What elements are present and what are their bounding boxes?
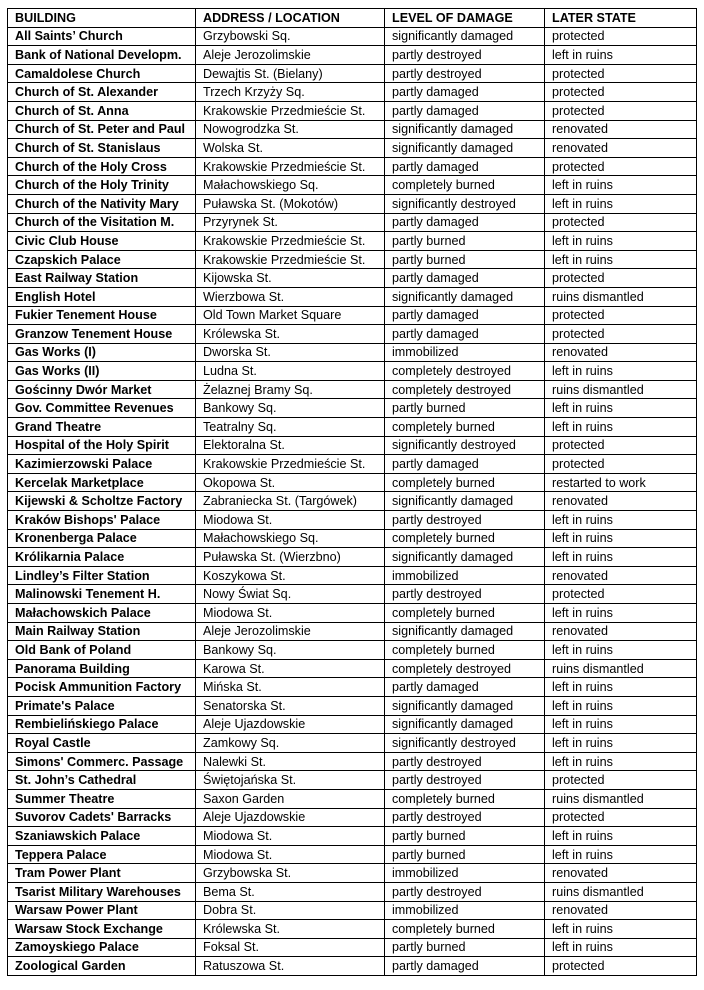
table-row bbox=[8, 752, 697, 771]
cell-later-state: protected bbox=[545, 27, 697, 46]
cell-address: Zabraniecka St. (Targówek) bbox=[196, 492, 385, 511]
header-building: BUILDING bbox=[8, 9, 196, 28]
table-row bbox=[8, 696, 697, 715]
header-address: ADDRESS / LOCATION bbox=[196, 9, 385, 28]
table-row bbox=[8, 455, 697, 474]
cell-later-state: protected bbox=[545, 957, 697, 976]
cell-building: Church of St. Stanislaus bbox=[8, 139, 196, 158]
cell-later-state: protected bbox=[545, 585, 697, 604]
cell-building: Pocisk Ammunition Factory bbox=[8, 678, 196, 697]
cell-damage: completely destroyed bbox=[385, 362, 545, 381]
cell-building: Panorama Building bbox=[8, 659, 196, 678]
cell-damage: partly destroyed bbox=[385, 771, 545, 790]
cell-building: Tsarist Military Warehouses bbox=[8, 882, 196, 901]
cell-later-state: left in ruins bbox=[545, 46, 697, 65]
cell-building: Zamoyskiego Palace bbox=[8, 938, 196, 957]
cell-damage: completely burned bbox=[385, 920, 545, 939]
cell-address: Krakowskie Przedmieście St. bbox=[196, 250, 385, 269]
cell-damage: completely burned bbox=[385, 176, 545, 195]
cell-address: Trzech Krzyży Sq. bbox=[196, 83, 385, 102]
table-row bbox=[8, 845, 697, 864]
cell-address: Świętojańska St. bbox=[196, 771, 385, 790]
cell-building: Warsaw Power Plant bbox=[8, 901, 196, 920]
cell-later-state: protected bbox=[545, 808, 697, 827]
cell-damage: partly burned bbox=[385, 232, 545, 251]
cell-later-state: protected bbox=[545, 455, 697, 474]
table-row bbox=[8, 232, 697, 251]
cell-later-state: left in ruins bbox=[545, 176, 697, 195]
cell-damage: partly damaged bbox=[385, 269, 545, 288]
table-row bbox=[8, 157, 697, 176]
table-row bbox=[8, 678, 697, 697]
cell-later-state: protected bbox=[545, 101, 697, 120]
table-row bbox=[8, 938, 697, 957]
cell-damage: significantly damaged bbox=[385, 492, 545, 511]
cell-later-state: renovated bbox=[545, 901, 697, 920]
cell-building: Church of the Holy Trinity bbox=[8, 176, 196, 195]
cell-later-state: left in ruins bbox=[545, 920, 697, 939]
table-row bbox=[8, 641, 697, 660]
cell-address: Bankowy Sq. bbox=[196, 641, 385, 660]
table-row bbox=[8, 715, 697, 734]
table-row bbox=[8, 325, 697, 344]
cell-building: Main Railway Station bbox=[8, 622, 196, 641]
cell-building: Church of St. Anna bbox=[8, 101, 196, 120]
cell-building: Gas Works (II) bbox=[8, 362, 196, 381]
table-row bbox=[8, 566, 697, 585]
table-row bbox=[8, 659, 697, 678]
cell-address: Zamkowy Sq. bbox=[196, 734, 385, 753]
cell-damage: immobilized bbox=[385, 343, 545, 362]
table-row bbox=[8, 882, 697, 901]
cell-damage: significantly destroyed bbox=[385, 734, 545, 753]
cell-building: Fukier Tenement House bbox=[8, 306, 196, 325]
table-row bbox=[8, 269, 697, 288]
cell-address: Krakowskie Przedmieście St. bbox=[196, 455, 385, 474]
cell-address: Elektoralna St. bbox=[196, 436, 385, 455]
cell-later-state: left in ruins bbox=[545, 232, 697, 251]
cell-later-state: renovated bbox=[545, 622, 697, 641]
cell-address: Karowa St. bbox=[196, 659, 385, 678]
cell-later-state: protected bbox=[545, 157, 697, 176]
cell-address: Miodowa St. bbox=[196, 827, 385, 846]
cell-building: Czapskich Palace bbox=[8, 250, 196, 269]
cell-damage: significantly damaged bbox=[385, 287, 545, 306]
cell-later-state: protected bbox=[545, 771, 697, 790]
cell-address: Mińska St. bbox=[196, 678, 385, 697]
cell-address: Bankowy Sq. bbox=[196, 399, 385, 418]
cell-damage: completely burned bbox=[385, 604, 545, 623]
cell-later-state: left in ruins bbox=[545, 845, 697, 864]
cell-address: Miodowa St. bbox=[196, 511, 385, 530]
table-row bbox=[8, 120, 697, 139]
cell-damage: partly destroyed bbox=[385, 64, 545, 83]
table-row bbox=[8, 734, 697, 753]
cell-damage: completely burned bbox=[385, 789, 545, 808]
cell-later-state: renovated bbox=[545, 139, 697, 158]
cell-later-state: left in ruins bbox=[545, 194, 697, 213]
table-row bbox=[8, 604, 697, 623]
table-row bbox=[8, 83, 697, 102]
cell-building: Granzow Tenement House bbox=[8, 325, 196, 344]
cell-damage: completely destroyed bbox=[385, 380, 545, 399]
table-row bbox=[8, 473, 697, 492]
cell-address: Nalewki St. bbox=[196, 752, 385, 771]
cell-damage: partly destroyed bbox=[385, 511, 545, 530]
cell-building: Suvorov Cadets' Barracks bbox=[8, 808, 196, 827]
table-row bbox=[8, 901, 697, 920]
cell-damage: completely destroyed bbox=[385, 659, 545, 678]
cell-address: Bema St. bbox=[196, 882, 385, 901]
cell-damage: partly damaged bbox=[385, 957, 545, 976]
table-row bbox=[8, 622, 697, 641]
cell-building: Kazimierzowski Palace bbox=[8, 455, 196, 474]
cell-later-state: left in ruins bbox=[545, 548, 697, 567]
cell-building: Teppera Palace bbox=[8, 845, 196, 864]
cell-damage: significantly damaged bbox=[385, 696, 545, 715]
cell-building: Church of the Holy Cross bbox=[8, 157, 196, 176]
cell-damage: significantly damaged bbox=[385, 27, 545, 46]
cell-damage: immobilized bbox=[385, 864, 545, 883]
cell-damage: partly damaged bbox=[385, 213, 545, 232]
table-row bbox=[8, 176, 697, 195]
header-damage: LEVEL OF DAMAGE bbox=[385, 9, 545, 28]
cell-later-state: protected bbox=[545, 269, 697, 288]
cell-later-state: left in ruins bbox=[545, 511, 697, 530]
cell-later-state: ruins dismantled bbox=[545, 659, 697, 678]
cell-address: Małachowskiego Sq. bbox=[196, 176, 385, 195]
table-row bbox=[8, 585, 697, 604]
cell-address: Old Town Market Square bbox=[196, 306, 385, 325]
cell-building: Church of the Nativity Mary bbox=[8, 194, 196, 213]
cell-damage: partly damaged bbox=[385, 325, 545, 344]
cell-later-state: renovated bbox=[545, 120, 697, 139]
cell-later-state: left in ruins bbox=[545, 715, 697, 734]
table-row bbox=[8, 362, 697, 381]
cell-damage: completely burned bbox=[385, 473, 545, 492]
cell-building: Królikarnia Palace bbox=[8, 548, 196, 567]
cell-later-state: left in ruins bbox=[545, 362, 697, 381]
cell-damage: significantly damaged bbox=[385, 548, 545, 567]
cell-damage: completely burned bbox=[385, 641, 545, 660]
cell-later-state: renovated bbox=[545, 343, 697, 362]
cell-address: Grzybowska St. bbox=[196, 864, 385, 883]
cell-building: St. John’s Cathedral bbox=[8, 771, 196, 790]
cell-building: Primate's Palace bbox=[8, 696, 196, 715]
cell-address: Dobra St. bbox=[196, 901, 385, 920]
cell-damage: significantly damaged bbox=[385, 622, 545, 641]
cell-later-state: left in ruins bbox=[545, 641, 697, 660]
table-row bbox=[8, 250, 697, 269]
cell-address: Aleje Jerozolimskie bbox=[196, 46, 385, 65]
cell-damage: significantly damaged bbox=[385, 139, 545, 158]
cell-address: Nowogrodzka St. bbox=[196, 120, 385, 139]
table-row bbox=[8, 46, 697, 65]
cell-building: Szaniawskich Palace bbox=[8, 827, 196, 846]
cell-later-state: protected bbox=[545, 213, 697, 232]
cell-damage: significantly destroyed bbox=[385, 436, 545, 455]
cell-damage: partly damaged bbox=[385, 678, 545, 697]
cell-later-state: ruins dismantled bbox=[545, 287, 697, 306]
cell-building: Malinowski Tenement H. bbox=[8, 585, 196, 604]
table-row bbox=[8, 139, 697, 158]
table-row bbox=[8, 864, 697, 883]
cell-damage: completely burned bbox=[385, 529, 545, 548]
cell-later-state: protected bbox=[545, 325, 697, 344]
table-row bbox=[8, 827, 697, 846]
cell-address: Krakowskie Przedmieście St. bbox=[196, 232, 385, 251]
cell-address: Miodowa St. bbox=[196, 604, 385, 623]
cell-damage: partly destroyed bbox=[385, 46, 545, 65]
cell-building: Kronenberga Palace bbox=[8, 529, 196, 548]
table-row bbox=[8, 511, 697, 530]
table-row bbox=[8, 920, 697, 939]
table-row bbox=[8, 548, 697, 567]
table-row bbox=[8, 436, 697, 455]
cell-address: Żelaznej Bramy Sq. bbox=[196, 380, 385, 399]
table-row bbox=[8, 492, 697, 511]
cell-building: Church of the Visitation M. bbox=[8, 213, 196, 232]
cell-damage: immobilized bbox=[385, 566, 545, 585]
cell-address: Kijowska St. bbox=[196, 269, 385, 288]
cell-building: Kraków Bishops' Palace bbox=[8, 511, 196, 530]
cell-later-state: protected bbox=[545, 64, 697, 83]
cell-later-state: renovated bbox=[545, 566, 697, 585]
cell-building: Kercelak Marketplace bbox=[8, 473, 196, 492]
cell-later-state: left in ruins bbox=[545, 418, 697, 437]
cell-later-state: restarted to work bbox=[545, 473, 697, 492]
table-row bbox=[8, 789, 697, 808]
cell-building: Simons' Commerc. Passage bbox=[8, 752, 196, 771]
cell-damage: partly damaged bbox=[385, 306, 545, 325]
cell-building: Tram Power Plant bbox=[8, 864, 196, 883]
cell-damage: partly damaged bbox=[385, 101, 545, 120]
cell-later-state: left in ruins bbox=[545, 250, 697, 269]
cell-building: Warsaw Stock Exchange bbox=[8, 920, 196, 939]
cell-address: Saxon Garden bbox=[196, 789, 385, 808]
cell-damage: partly burned bbox=[385, 938, 545, 957]
cell-damage: partly destroyed bbox=[385, 585, 545, 604]
cell-later-state: protected bbox=[545, 83, 697, 102]
cell-building: Royal Castle bbox=[8, 734, 196, 753]
cell-building: Kijewski & Scholtze Factory bbox=[8, 492, 196, 511]
cell-building: All Saints’ Church bbox=[8, 27, 196, 46]
building-damage-table bbox=[7, 8, 697, 976]
cell-address: Przyrynek St. bbox=[196, 213, 385, 232]
cell-address: Królewska St. bbox=[196, 325, 385, 344]
cell-later-state: renovated bbox=[545, 864, 697, 883]
cell-damage: immobilized bbox=[385, 901, 545, 920]
cell-later-state: ruins dismantled bbox=[545, 882, 697, 901]
table-row bbox=[8, 343, 697, 362]
cell-building: Hospital of the Holy Spirit bbox=[8, 436, 196, 455]
cell-building: Church of St. Alexander bbox=[8, 83, 196, 102]
header-row bbox=[8, 9, 697, 28]
cell-later-state: ruins dismantled bbox=[545, 380, 697, 399]
table-row bbox=[8, 808, 697, 827]
cell-building: Gov. Committee Revenues bbox=[8, 399, 196, 418]
damage-table-container bbox=[7, 8, 697, 976]
cell-address: Ludna St. bbox=[196, 362, 385, 381]
cell-building: Lindley’s Filter Station bbox=[8, 566, 196, 585]
header-later-state: LATER STATE bbox=[545, 9, 697, 28]
table-row bbox=[8, 418, 697, 437]
cell-damage: partly damaged bbox=[385, 157, 545, 176]
cell-building: Gas Works (I) bbox=[8, 343, 196, 362]
table-row bbox=[8, 64, 697, 83]
cell-address: Puławska St. (Wierzbno) bbox=[196, 548, 385, 567]
cell-address: Koszykowa St. bbox=[196, 566, 385, 585]
cell-damage: partly destroyed bbox=[385, 808, 545, 827]
cell-address: Dewajtis St. (Bielany) bbox=[196, 64, 385, 83]
table-row bbox=[8, 380, 697, 399]
cell-address: Aleje Ujazdowskie bbox=[196, 808, 385, 827]
cell-address: Wierzbowa St. bbox=[196, 287, 385, 306]
table-row bbox=[8, 529, 697, 548]
cell-damage: partly burned bbox=[385, 845, 545, 864]
cell-building: Zoological Garden bbox=[8, 957, 196, 976]
cell-later-state: renovated bbox=[545, 492, 697, 511]
cell-address: Małachowskiego Sq. bbox=[196, 529, 385, 548]
table-row bbox=[8, 957, 697, 976]
table-row bbox=[8, 287, 697, 306]
table-row bbox=[8, 771, 697, 790]
cell-address: Krakowskie Przedmieście St. bbox=[196, 157, 385, 176]
cell-address: Grzybowski Sq. bbox=[196, 27, 385, 46]
cell-building: Church of St. Peter and Paul bbox=[8, 120, 196, 139]
cell-later-state: left in ruins bbox=[545, 529, 697, 548]
cell-building: Rembielińskiego Palace bbox=[8, 715, 196, 734]
cell-address: Miodowa St. bbox=[196, 845, 385, 864]
cell-damage: significantly destroyed bbox=[385, 194, 545, 213]
cell-address: Krakowskie Przedmieście St. bbox=[196, 101, 385, 120]
cell-address: Aleje Ujazdowskie bbox=[196, 715, 385, 734]
cell-damage: partly destroyed bbox=[385, 752, 545, 771]
table-row bbox=[8, 101, 697, 120]
cell-building: Gościnny Dwór Market bbox=[8, 380, 196, 399]
cell-building: Małachowskich Palace bbox=[8, 604, 196, 623]
cell-damage: significantly damaged bbox=[385, 120, 545, 139]
cell-damage: significantly damaged bbox=[385, 715, 545, 734]
cell-later-state: left in ruins bbox=[545, 734, 697, 753]
cell-building: Bank of National Developm. bbox=[8, 46, 196, 65]
table-row bbox=[8, 194, 697, 213]
cell-later-state: left in ruins bbox=[545, 938, 697, 957]
cell-address: Foksal St. bbox=[196, 938, 385, 957]
cell-later-state: left in ruins bbox=[545, 696, 697, 715]
cell-building: Camaldolese Church bbox=[8, 64, 196, 83]
cell-later-state: left in ruins bbox=[545, 752, 697, 771]
cell-later-state: protected bbox=[545, 436, 697, 455]
cell-address: Senatorska St. bbox=[196, 696, 385, 715]
cell-later-state: left in ruins bbox=[545, 827, 697, 846]
table-row bbox=[8, 213, 697, 232]
cell-later-state: protected bbox=[545, 306, 697, 325]
cell-later-state: ruins dismantled bbox=[545, 789, 697, 808]
table-row bbox=[8, 399, 697, 418]
cell-address: Okopowa St. bbox=[196, 473, 385, 492]
cell-damage: partly destroyed bbox=[385, 882, 545, 901]
cell-building: Grand Theatre bbox=[8, 418, 196, 437]
cell-address: Ratuszowa St. bbox=[196, 957, 385, 976]
cell-building: Old Bank of Poland bbox=[8, 641, 196, 660]
cell-address: Królewska St. bbox=[196, 920, 385, 939]
table-body bbox=[8, 27, 697, 975]
cell-building: Summer Theatre bbox=[8, 789, 196, 808]
cell-later-state: left in ruins bbox=[545, 604, 697, 623]
cell-later-state: left in ruins bbox=[545, 399, 697, 418]
cell-later-state: left in ruins bbox=[545, 678, 697, 697]
table-row bbox=[8, 27, 697, 46]
cell-address: Teatralny Sq. bbox=[196, 418, 385, 437]
cell-damage: partly burned bbox=[385, 827, 545, 846]
cell-address: Puławska St. (Mokotów) bbox=[196, 194, 385, 213]
cell-address: Aleje Jerozolimskie bbox=[196, 622, 385, 641]
cell-damage: completely burned bbox=[385, 418, 545, 437]
cell-address: Wolska St. bbox=[196, 139, 385, 158]
cell-building: English Hotel bbox=[8, 287, 196, 306]
cell-damage: partly damaged bbox=[385, 83, 545, 102]
cell-damage: partly burned bbox=[385, 399, 545, 418]
cell-address: Nowy Świat Sq. bbox=[196, 585, 385, 604]
table-row bbox=[8, 306, 697, 325]
cell-address: Dworska St. bbox=[196, 343, 385, 362]
cell-building: Civic Club House bbox=[8, 232, 196, 251]
cell-damage: partly damaged bbox=[385, 455, 545, 474]
cell-damage: partly burned bbox=[385, 250, 545, 269]
cell-building: East Railway Station bbox=[8, 269, 196, 288]
